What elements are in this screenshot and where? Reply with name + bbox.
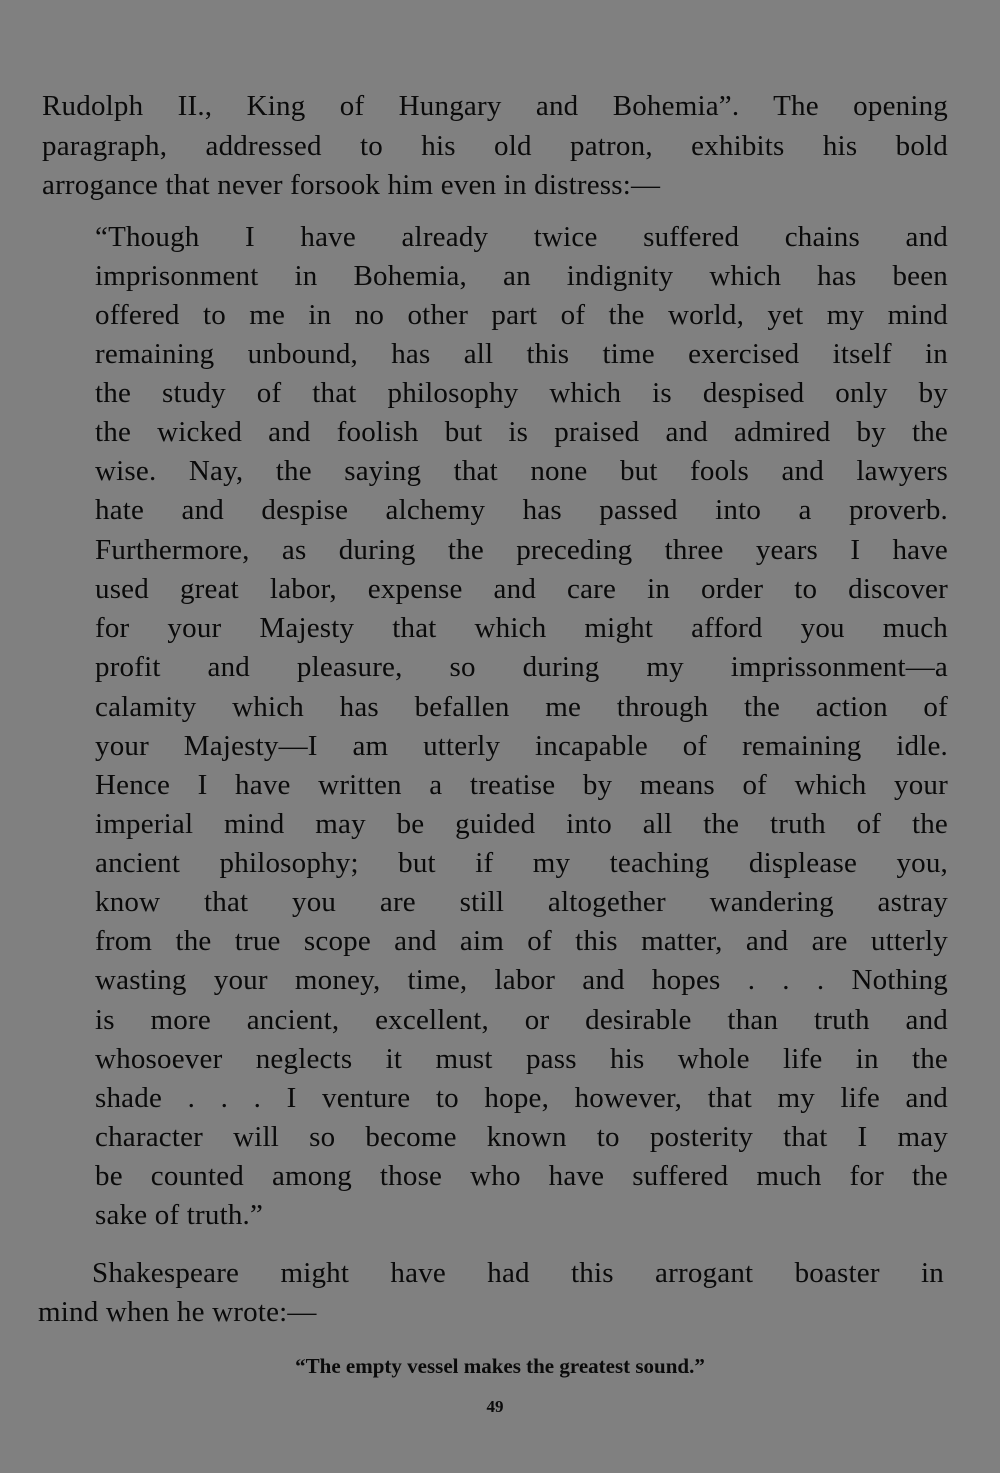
quote-line: shade . . . I venture to hope, however, that my life and	[95, 1082, 948, 1114]
quote-line: hate and despise alchemy has passed into a proverb.	[95, 494, 948, 526]
paragraph-line: arrogance that never forsook him even in distress:—	[42, 169, 661, 201]
quote-line: ancient philosophy; but if my teaching displease you,	[95, 847, 948, 879]
quote-line: is more ancient, excellent, or desirable than truth and	[95, 1004, 948, 1036]
quote-line: calamity which has befallen me through the action of	[95, 691, 948, 723]
quote-line: “Though I have already twice suffered chains and	[95, 221, 948, 253]
quote-line: wise. Nay, the saying that none but fools and lawyers	[95, 455, 948, 487]
page-number: 49	[486, 1397, 504, 1416]
quote-line: whosoever neglects it must pass his whole life in the	[95, 1043, 948, 1075]
quote-line: the wicked and foolish but is praised and admired by the	[95, 416, 948, 448]
quote-line: imperial mind may be guided into all the truth of the	[95, 808, 948, 840]
quote-line: profit and pleasure, so during my imprissonment—a	[95, 651, 948, 683]
quote-line: sake of truth.”	[95, 1199, 264, 1231]
paragraph-line: Rudolph II., King of Hungary and Bohemia”. The opening	[42, 90, 948, 122]
quote-line: your Majesty—I am utterly incapable of remaining idle.	[95, 730, 948, 762]
quote-line: offered to me in no other part of the world, yet my mind	[95, 299, 948, 331]
quote-line: Furthermore, as during the preceding three years I have	[95, 534, 948, 566]
quote-line: Hence I have written a treatise by means of which your	[95, 769, 948, 801]
quote-line: know that you are still altogether wandering astray	[95, 886, 948, 918]
quote-line: used great labor, expense and care in order to discover	[95, 573, 948, 605]
paragraph-line: Shakespeare might have had this arrogant boaster in	[92, 1257, 944, 1289]
quote-line: imprisonment in Bohemia, an indignity which has been	[95, 260, 948, 292]
quote-line: from the true scope and aim of this matter, and are utterly	[95, 925, 948, 957]
quote-line: for your Majesty that which might afford you much	[95, 612, 948, 644]
quote-line: character will so become known to posterity that I may	[95, 1121, 948, 1153]
quote-line: wasting your money, time, labor and hopes . . . Nothing	[95, 964, 948, 996]
quote-line: the study of that philosophy which is despised only by	[95, 377, 948, 409]
quote-line: be counted among those who have suffered much for the	[95, 1160, 948, 1192]
paragraph-line: paragraph, addressed to his old patron, exhibits his bold	[42, 130, 948, 162]
paragraph-line: mind when he wrote:—	[38, 1296, 317, 1328]
quote-line: remaining unbound, has all this time exercised itself in	[95, 338, 948, 370]
epigraph: “The empty vessel makes the greatest sound.”	[295, 1354, 705, 1378]
